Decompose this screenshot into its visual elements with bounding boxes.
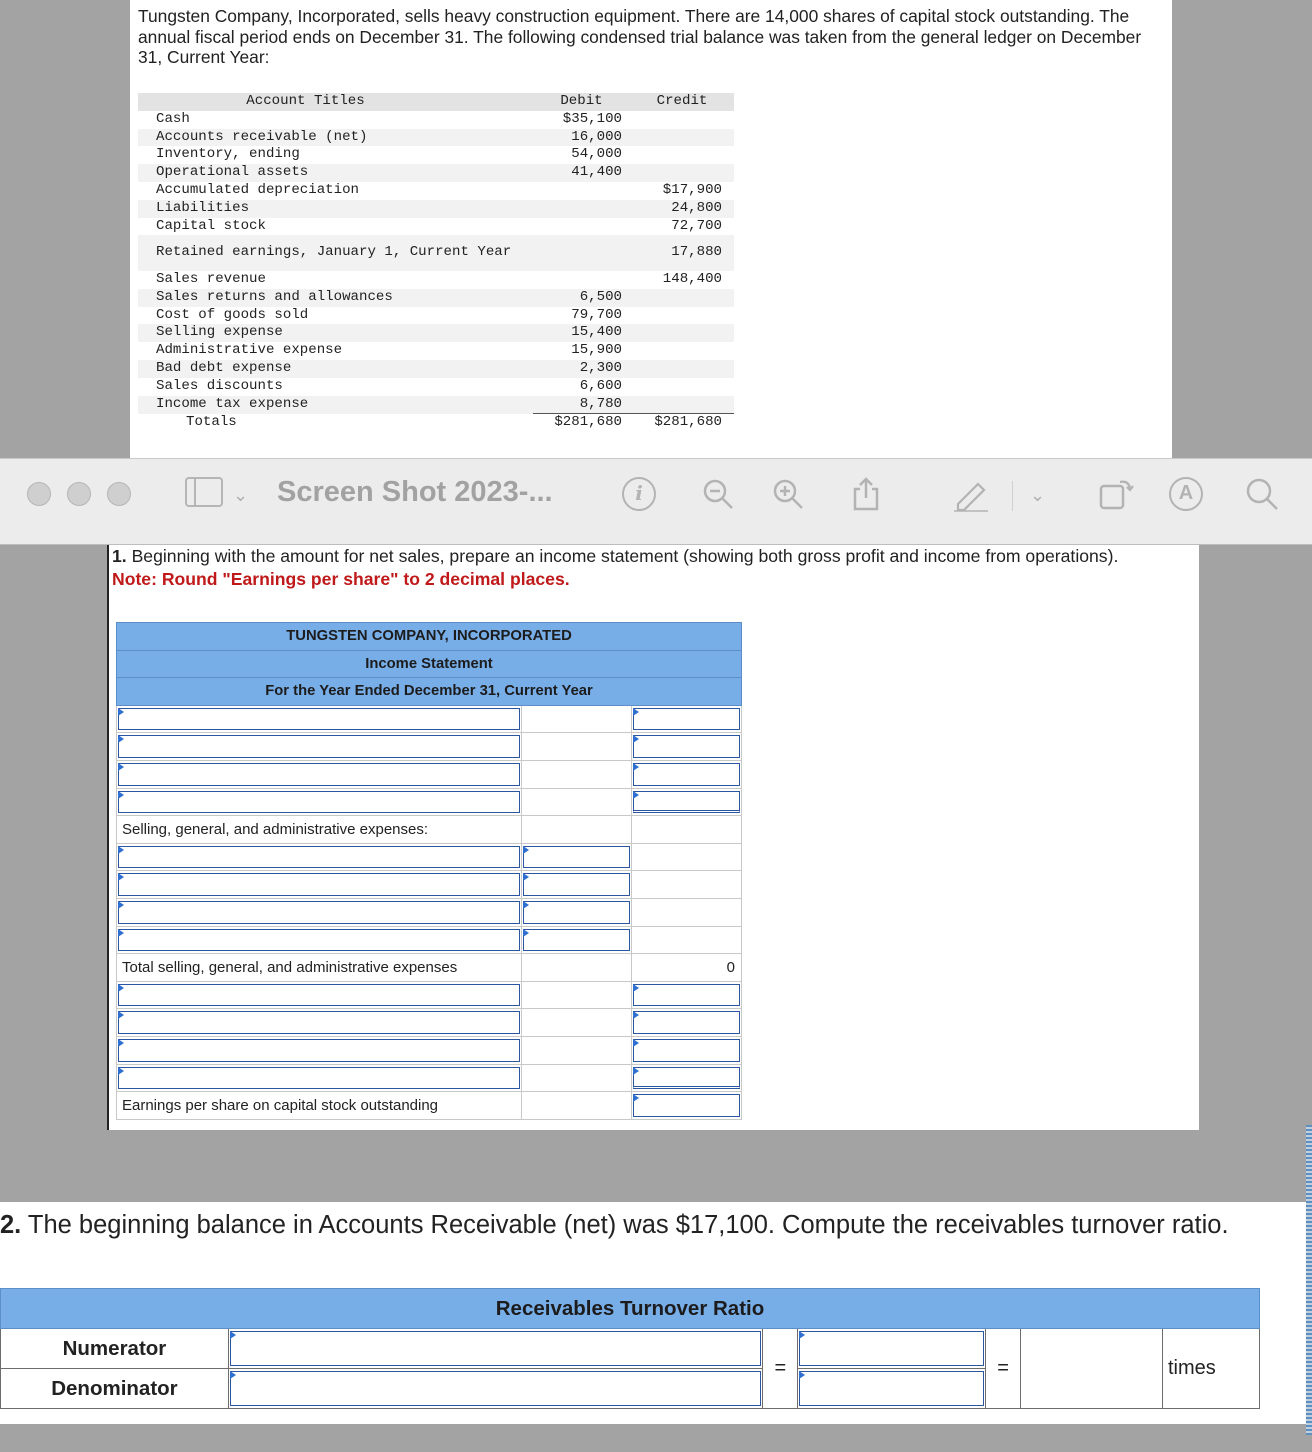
question-2-body: The beginning balance in Accounts Receivable (net) was $17,100. Compute the receivables turnover ratio. xyxy=(21,1211,1229,1239)
line-item-total-input-cell xyxy=(632,705,742,733)
bottom-band xyxy=(0,1424,1312,1452)
line-item-amount-input[interactable] xyxy=(523,929,630,952)
blank-cell xyxy=(522,954,632,982)
credit-amount: 24,800 xyxy=(630,200,734,218)
account-title: Sales revenue xyxy=(156,270,266,287)
blank-cell xyxy=(522,788,632,816)
markup-chevron-icon[interactable]: ⌄ xyxy=(1030,485,1046,505)
credit-amount: $17,900 xyxy=(662,181,722,198)
account-title: Bad debt expense xyxy=(138,360,533,378)
credit-amount: 72,700 xyxy=(671,217,722,234)
account-title: Inventory, ending xyxy=(156,146,300,163)
window-minimize-button[interactable] xyxy=(67,482,91,506)
line-item-label-input[interactable] xyxy=(118,1039,520,1062)
debit-amount: 6,500 xyxy=(533,289,630,307)
trial-balance-row xyxy=(138,289,734,307)
totals-debit: $281,680 xyxy=(533,414,630,432)
line-item-label-input-cell xyxy=(117,760,522,788)
line-item-label-input-cell xyxy=(117,705,522,733)
trial-balance-row xyxy=(138,200,734,218)
statement-row xyxy=(117,954,742,982)
line-item-label-input[interactable] xyxy=(118,735,520,758)
totals-label: Totals xyxy=(186,414,237,431)
trial-balance-row xyxy=(138,271,734,289)
question-1-body: Beginning with the amount for net sales, prepare an income statement (showing both gross profit and income from operations). xyxy=(126,546,1119,566)
income-statement-table xyxy=(116,622,742,1120)
line-item-amount-input-cell xyxy=(522,871,632,899)
debit-amount: 79,700 xyxy=(571,306,622,323)
trial-balance-row xyxy=(138,129,734,147)
debit-amount: 54,000 xyxy=(571,146,622,163)
top-document xyxy=(0,0,1312,460)
denominator-label: Denominator xyxy=(1,1369,229,1409)
blank-cell xyxy=(522,816,632,844)
search-icon[interactable] xyxy=(1244,476,1280,520)
blank-cell xyxy=(522,705,632,733)
trial-balance-row xyxy=(138,235,734,271)
statement-company: TUNGSTEN COMPANY, INCORPORATED xyxy=(117,623,742,651)
trial-balance-row xyxy=(138,182,734,200)
line-item-label-input[interactable] xyxy=(118,873,520,896)
line-item-label-input-cell xyxy=(117,898,522,926)
debit-amount: 8,780 xyxy=(533,396,630,414)
line-item-total-input[interactable] xyxy=(633,984,740,1007)
totals-credit: $281,680 xyxy=(630,414,734,432)
line-item-total-input[interactable] xyxy=(633,1067,740,1090)
header-credit: Credit xyxy=(630,93,734,111)
credit-amount xyxy=(630,289,734,307)
trial-balance-row xyxy=(138,164,734,182)
line-item-label-input-cell xyxy=(117,843,522,871)
account-title: Operational assets xyxy=(138,164,533,182)
trial-balance-table xyxy=(138,93,734,432)
blank-cell xyxy=(522,1064,632,1092)
line-item-amount-input[interactable] xyxy=(523,901,630,924)
line-item-total-input-cell xyxy=(632,981,742,1009)
debit-amount: 6,600 xyxy=(579,377,622,394)
trial-balance-totals-row xyxy=(138,414,734,432)
statement-row xyxy=(117,733,742,761)
numerator-label-cell xyxy=(228,1329,762,1369)
line-item-label-input[interactable] xyxy=(118,1067,520,1090)
ratio-result xyxy=(1021,1329,1163,1409)
statement-row xyxy=(117,760,742,788)
eps-input-cell xyxy=(632,1092,742,1120)
share-icon[interactable] xyxy=(850,476,882,520)
statement-header-row xyxy=(117,650,742,678)
statement-row xyxy=(117,1092,742,1120)
question-1-panel xyxy=(107,545,1199,1130)
document-title: Screen Shot 2023-... xyxy=(277,476,553,508)
statement-row xyxy=(117,926,742,954)
statement-header-row xyxy=(117,623,742,651)
separator-band xyxy=(0,1130,1312,1202)
trial-balance-row xyxy=(138,324,734,342)
account-title: Cost of goods sold xyxy=(156,306,309,323)
line-item-total-input[interactable] xyxy=(633,1011,740,1034)
line-item-amount-input[interactable] xyxy=(523,873,630,896)
blank-cell xyxy=(632,843,742,871)
debit-amount: 15,400 xyxy=(533,324,630,342)
blank-cell xyxy=(632,816,742,844)
line-item-amount-input-cell xyxy=(522,926,632,954)
equals-sign: = xyxy=(763,1329,798,1409)
line-item-label-input-cell xyxy=(117,981,522,1009)
debit-amount xyxy=(533,271,630,289)
line-item-label-input-cell xyxy=(117,1009,522,1037)
trial-balance-row xyxy=(138,378,734,396)
question-2-number: 2. xyxy=(0,1211,22,1239)
statement-row xyxy=(117,898,742,926)
question-2-panel xyxy=(0,1202,1306,1424)
denominator-value-input[interactable] xyxy=(799,1371,984,1406)
line-item-total-input-cell xyxy=(632,788,742,816)
account-title: Capital stock xyxy=(156,217,266,234)
receivables-turnover-table xyxy=(0,1288,1260,1409)
trial-balance-row xyxy=(138,218,734,236)
blank-cell xyxy=(632,871,742,899)
line-item-amount-input-cell xyxy=(522,843,632,871)
debit-amount xyxy=(533,182,630,200)
account-title: Liabilities xyxy=(138,200,533,218)
line-item-amount-input[interactable] xyxy=(523,846,630,869)
numerator-label: Numerator xyxy=(1,1329,229,1369)
header-account-titles: Account Titles xyxy=(138,93,533,111)
window-close-button[interactable] xyxy=(27,482,51,506)
blank-cell xyxy=(522,760,632,788)
statement-header-row xyxy=(117,678,742,706)
numerator-value-input[interactable] xyxy=(799,1331,984,1366)
line-item-total-input[interactable] xyxy=(633,735,740,758)
preview-toolbar xyxy=(0,458,1312,545)
line-item-label-input[interactable] xyxy=(118,929,520,952)
eps-input[interactable] xyxy=(633,1094,740,1117)
blank-cell xyxy=(522,1036,632,1064)
credit-amount xyxy=(630,396,734,414)
credit-amount: 17,880 xyxy=(630,235,734,271)
trial-balance-row xyxy=(138,111,734,129)
trial-balance-row xyxy=(138,146,734,164)
line-item-label-input[interactable] xyxy=(118,984,520,1007)
blank-cell xyxy=(522,733,632,761)
zoom-in-icon[interactable] xyxy=(770,476,806,520)
trial-balance-row xyxy=(138,360,734,378)
zoom-out-icon[interactable] xyxy=(700,476,736,520)
total-sga-value: 0 xyxy=(632,954,742,982)
statement-row xyxy=(117,1064,742,1092)
account-title: Cash xyxy=(156,110,190,127)
total-sga-label: Total selling, general, and administrative expenses xyxy=(117,954,522,982)
account-title: Retained earnings, January 1, Current Year xyxy=(138,235,533,271)
debit-amount: 41,400 xyxy=(533,164,630,182)
line-item-total-input-cell xyxy=(632,1064,742,1092)
header-debit: Debit xyxy=(533,93,630,111)
line-item-label-input-cell xyxy=(117,788,522,816)
sga-heading: Selling, general, and administrative expenses: xyxy=(117,816,522,844)
statement-row xyxy=(117,981,742,1009)
statement-title: Income Statement xyxy=(117,650,742,678)
ratio-title: Receivables Turnover Ratio xyxy=(1,1289,1260,1329)
rotate-icon[interactable] xyxy=(1098,476,1136,520)
denominator-value-cell xyxy=(798,1369,986,1409)
credit-amount xyxy=(630,378,734,396)
statement-row xyxy=(117,871,742,899)
question-1-text xyxy=(112,545,1118,567)
debit-amount xyxy=(533,235,630,271)
statement-period: For the Year Ended December 31, Current Year xyxy=(117,678,742,706)
line-item-label-input-cell xyxy=(117,926,522,954)
blank-cell xyxy=(522,981,632,1009)
debit-amount xyxy=(533,218,630,236)
credit-amount xyxy=(630,146,734,164)
credit-amount xyxy=(630,164,734,182)
sidebar-icon[interactable] xyxy=(185,477,223,507)
line-item-label-input[interactable] xyxy=(118,708,520,731)
line-item-total-input-cell xyxy=(632,1009,742,1037)
numerator-label-input[interactable] xyxy=(230,1331,761,1366)
problem-page xyxy=(130,0,1172,460)
statement-row xyxy=(117,1036,742,1064)
line-item-total-input-cell xyxy=(632,760,742,788)
account-title: Accounts receivable (net) xyxy=(138,129,533,147)
line-item-label-input[interactable] xyxy=(118,763,520,786)
statement-row xyxy=(117,705,742,733)
line-item-label-input-cell xyxy=(117,871,522,899)
denominator-label-cell xyxy=(228,1369,762,1409)
line-item-total-input[interactable] xyxy=(633,763,740,786)
numerator-value-cell xyxy=(798,1329,986,1369)
debit-amount: 15,900 xyxy=(571,342,622,359)
debit-amount: 2,300 xyxy=(533,360,630,378)
blank-cell xyxy=(632,926,742,954)
line-item-label-input-cell xyxy=(117,1064,522,1092)
toolbar-divider xyxy=(1012,481,1013,511)
info-icon[interactable]: i xyxy=(622,477,656,511)
statement-row xyxy=(117,788,742,816)
question-1-note: Note: Round "Earnings per share" to 2 decimal places. xyxy=(112,569,570,589)
ratio-unit: times xyxy=(1162,1329,1259,1409)
line-item-label-input[interactable] xyxy=(118,791,520,814)
credit-amount xyxy=(630,111,734,129)
numerator-row xyxy=(1,1329,1260,1369)
equals-sign-result: = xyxy=(986,1329,1021,1409)
question-2-text xyxy=(0,1210,1229,1240)
line-item-label-input-cell xyxy=(117,1036,522,1064)
account-title: Sales returns and allowances xyxy=(138,289,533,307)
ratio-header-row xyxy=(1,1289,1260,1329)
line-item-total-input[interactable] xyxy=(633,791,740,814)
account-title: Accumulated depreciation xyxy=(156,181,359,198)
window-zoom-button[interactable] xyxy=(107,482,131,506)
question-1-number: 1. xyxy=(112,546,127,566)
window-edge xyxy=(1306,1125,1312,1435)
trial-balance-row xyxy=(138,396,734,414)
line-item-label-input-cell xyxy=(117,733,522,761)
line-item-total-input[interactable] xyxy=(633,708,740,731)
account-title: Sales discounts xyxy=(156,377,283,394)
trial-balance-header xyxy=(138,93,734,111)
problem-intro: Tungsten Company, Incorporated, sells heavy construction equipment. There are 14,000 shares of capital stock outstanding. The annual fiscal period ends on December 31. The following condensed trial balance was taken from the general ledger on December 31, Current Year: xyxy=(138,6,1142,67)
debit-amount xyxy=(533,200,630,218)
blank-cell xyxy=(632,898,742,926)
blank-cell xyxy=(522,1009,632,1037)
line-item-label-input[interactable] xyxy=(118,901,520,924)
annotate-icon[interactable]: A xyxy=(1169,477,1203,511)
trial-balance-row xyxy=(138,342,734,360)
line-item-amount-input-cell xyxy=(522,898,632,926)
credit-amount: 148,400 xyxy=(662,270,722,287)
account-title: Income tax expense xyxy=(138,396,533,414)
eps-label: Earnings per share on capital stock outstanding xyxy=(117,1092,522,1120)
blank-cell xyxy=(522,1092,632,1120)
statement-row xyxy=(117,816,742,844)
credit-amount xyxy=(630,342,734,360)
line-item-label-input[interactable] xyxy=(118,846,520,869)
credit-amount xyxy=(630,307,734,325)
chevron-down-icon[interactable]: ⌄ xyxy=(233,485,249,505)
credit-amount xyxy=(630,360,734,378)
statement-row xyxy=(117,843,742,871)
line-item-total-input-cell xyxy=(632,1036,742,1064)
markup-pen-icon[interactable] xyxy=(952,476,992,520)
credit-amount xyxy=(630,129,734,147)
account-title: Selling expense xyxy=(138,324,533,342)
line-item-label-input[interactable] xyxy=(118,1011,520,1034)
debit-amount: 16,000 xyxy=(533,129,630,147)
denominator-label-input[interactable] xyxy=(230,1371,761,1406)
line-item-total-input-cell xyxy=(632,733,742,761)
debit-amount: $35,100 xyxy=(562,110,622,127)
credit-amount xyxy=(630,324,734,342)
trial-balance-row xyxy=(138,307,734,325)
line-item-total-input[interactable] xyxy=(633,1039,740,1062)
statement-row xyxy=(117,1009,742,1037)
account-title: Administrative expense xyxy=(156,342,343,359)
